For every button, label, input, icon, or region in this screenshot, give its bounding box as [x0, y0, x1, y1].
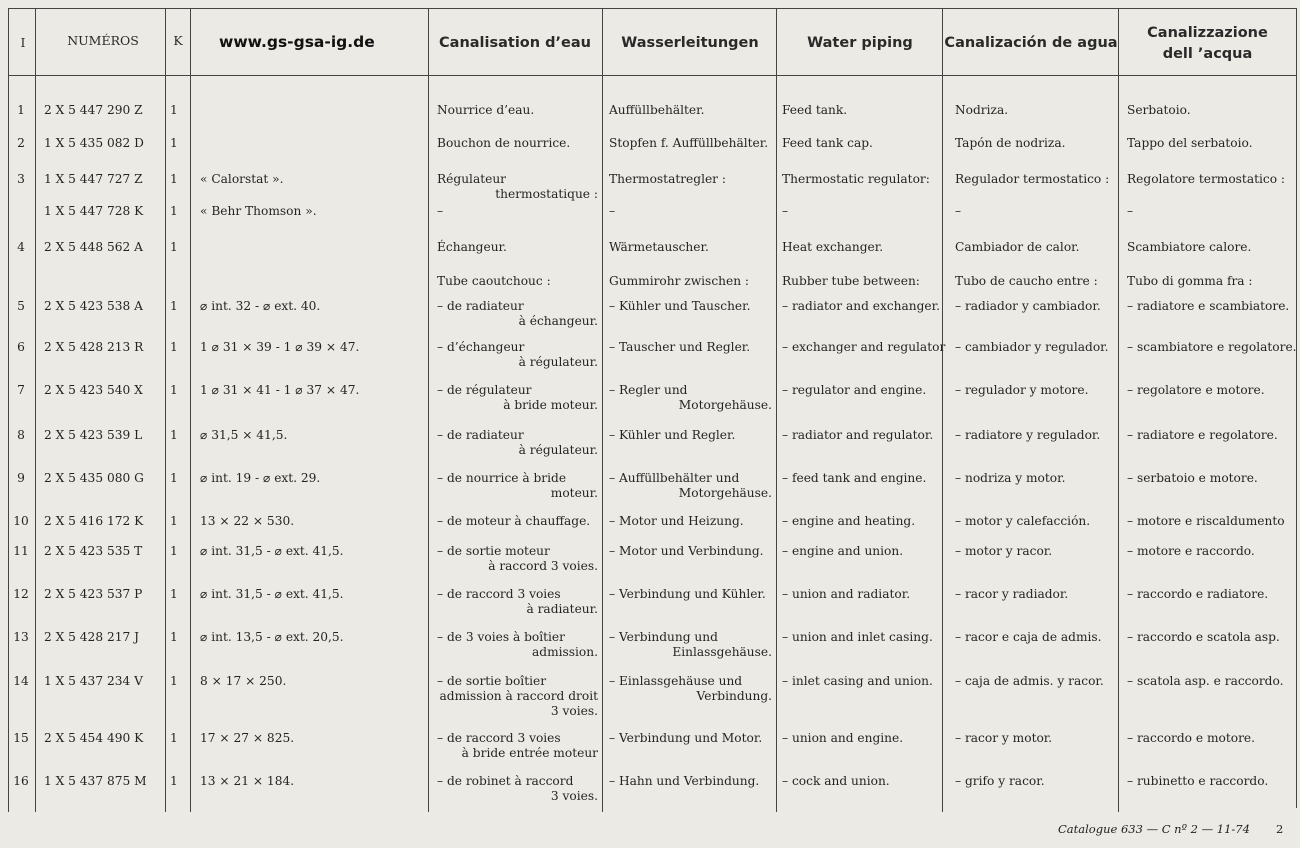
- description-fr: – de radiateur: [437, 299, 524, 313]
- col-header-k: K: [173, 33, 183, 48]
- part-specification: ⌀ int. 32 - ⌀ ext. 40.: [200, 299, 321, 313]
- quantity-k: 1: [170, 471, 178, 485]
- column-rule: [8, 8, 9, 812]
- description-de: – Motor und Heizung.: [609, 514, 744, 528]
- description-es: – regulador y motore.: [955, 383, 1089, 397]
- quantity-k: 1: [170, 383, 178, 397]
- part-number: 2 X 5 423 538 A: [44, 299, 143, 313]
- description-en: – cock and union.: [782, 774, 890, 788]
- column-rule: [165, 8, 166, 812]
- column-rule: [776, 8, 777, 812]
- description-fr: – de moteur à chauffage.: [437, 514, 591, 528]
- part-specification: 1 ⌀ 31 × 39 - 1 ⌀ 39 × 47.: [200, 340, 360, 354]
- description-fr: – d’échangeur: [437, 340, 525, 354]
- description-en: – radiator and exchanger.: [782, 299, 941, 313]
- quantity-k: 1: [170, 731, 178, 745]
- catalogue-reference: Catalogue 633 — C nº 2 — 11-74: [1058, 822, 1250, 836]
- description-fr: à régulateur.: [518, 355, 598, 369]
- part-specification: 8 × 17 × 250.: [200, 674, 287, 688]
- description-en: – engine and union.: [782, 544, 904, 558]
- description-it: Tubo di gomma fra :: [1127, 274, 1253, 288]
- row-rule: [8, 8, 1296, 9]
- column-rule: [190, 8, 191, 812]
- description-de: – Tauscher und Regler.: [609, 340, 751, 354]
- part-number: 1 X 5 437 875 M: [44, 774, 147, 788]
- quantity-k: 1: [170, 299, 178, 313]
- description-fr: – de 3 voies à boîtier: [437, 630, 565, 644]
- description-en: Rubber tube between:: [782, 274, 920, 288]
- description-fr: – de radiateur: [437, 428, 524, 442]
- description-en: – radiator and regulator.: [782, 428, 934, 442]
- col-header-french: Canalisation d’eau: [439, 35, 591, 51]
- description-fr: –: [437, 204, 444, 218]
- row-index: 7: [17, 383, 25, 397]
- description-fr: Tube caoutchouc :: [437, 274, 551, 288]
- row-index: 10: [13, 514, 29, 528]
- col-header-german: Wasserleitungen: [621, 35, 759, 51]
- part-number: 2 X 5 428 213 R: [44, 340, 144, 354]
- quantity-k: 1: [170, 428, 178, 442]
- description-de: Motorgehäuse.: [678, 398, 772, 412]
- quantity-k: 1: [170, 774, 178, 788]
- description-fr: 3 voies.: [550, 704, 598, 718]
- description-es: Nodriza.: [955, 103, 1009, 117]
- part-number: 2 X 5 428 217 J: [44, 630, 139, 644]
- description-de: – Verbindung und Motor.: [609, 731, 763, 745]
- description-es: – cambiador y regulador.: [955, 340, 1109, 354]
- row-index: 16: [13, 774, 29, 788]
- description-es: – racor y radiador.: [955, 587, 1069, 601]
- description-it: Serbatoio.: [1127, 103, 1191, 117]
- description-de: – Verbindung und: [609, 630, 718, 644]
- description-es: – radiador y cambiador.: [955, 299, 1101, 313]
- part-number: 2 X 5 423 537 P: [44, 587, 143, 601]
- row-index: 5: [17, 299, 25, 313]
- part-specification: 17 × 27 × 825.: [200, 731, 295, 745]
- col-header-english: Water piping: [807, 35, 913, 51]
- part-specification: 13 × 22 × 530.: [200, 514, 295, 528]
- row-index: 2: [17, 136, 25, 150]
- column-rule: [942, 8, 943, 812]
- col-header-numbers: NUMÉROS: [67, 33, 139, 48]
- description-es: – caja de admis. y racor.: [955, 674, 1104, 688]
- description-it: – radiatore e scambiatore.: [1127, 299, 1290, 313]
- description-fr: à bride entrée moteur: [461, 746, 598, 760]
- description-fr: à radiateur.: [526, 602, 598, 616]
- row-index: 12: [13, 587, 29, 601]
- description-fr: – de régulateur: [437, 383, 532, 397]
- description-de: Einlassgehäuse.: [672, 645, 772, 659]
- description-fr: à échangeur.: [518, 314, 598, 328]
- description-en: Thermostatic regulator:: [782, 172, 930, 186]
- quantity-k: 1: [170, 544, 178, 558]
- description-es: – racor y motor.: [955, 731, 1053, 745]
- description-es: – grifo y racor.: [955, 774, 1045, 788]
- row-index: 8: [17, 428, 25, 442]
- description-en: – engine and heating.: [782, 514, 916, 528]
- part-number: 2 X 5 423 535 T: [44, 544, 143, 558]
- description-fr: admission à raccord droit: [439, 689, 598, 703]
- part-number: 2 X 5 416 172 K: [44, 514, 144, 528]
- part-number: 1 X 5 437 234 V: [44, 674, 143, 688]
- row-index: 3: [17, 172, 25, 186]
- part-specification: ⌀ int. 13,5 - ⌀ ext. 20,5.: [200, 630, 344, 644]
- description-de: Stopfen f. Auffüllbehälter.: [609, 136, 769, 150]
- description-it: – raccordo e radiatore.: [1127, 587, 1269, 601]
- description-it: – scatola asp. e raccordo.: [1127, 674, 1284, 688]
- part-specification: ⌀ int. 31,5 - ⌀ ext. 41,5.: [200, 587, 344, 601]
- description-it: – regolatore e motore.: [1127, 383, 1265, 397]
- row-index: 13: [13, 630, 29, 644]
- part-number: 1 X 5 447 727 Z: [44, 172, 143, 186]
- description-fr: Échangeur.: [437, 240, 507, 254]
- description-it: – raccordo e scatola asp.: [1127, 630, 1280, 644]
- description-en: – union and radiator.: [782, 587, 911, 601]
- description-en: –: [782, 204, 789, 218]
- description-it: – motore e raccordo.: [1127, 544, 1255, 558]
- description-it: Regolatore termostatico :: [1127, 172, 1286, 186]
- row-rule: [8, 75, 1296, 76]
- description-de: Gummirohr zwischen :: [609, 274, 750, 288]
- description-fr: Régulateur: [437, 172, 506, 186]
- description-de: Wärmetauscher.: [609, 240, 709, 254]
- row-index: 9: [17, 471, 25, 485]
- description-es: Tapón de nodriza.: [955, 136, 1066, 150]
- description-de: Thermostatregler :: [609, 172, 726, 186]
- part-number: 2 X 5 423 540 X: [44, 383, 143, 397]
- description-fr: moteur.: [550, 486, 598, 500]
- part-specification: ⌀ 31,5 × 41,5.: [200, 428, 288, 442]
- description-it: – raccordo e motore.: [1127, 731, 1256, 745]
- description-en: Feed tank cap.: [782, 136, 873, 150]
- column-rule: [428, 8, 429, 812]
- col-header-italian-line2: dell ’acqua: [1162, 46, 1253, 62]
- part-number: 2 X 5 447 290 Z: [44, 103, 143, 117]
- description-es: – motor y racor.: [955, 544, 1053, 558]
- description-de: – Auffüllbehälter und: [609, 471, 740, 485]
- description-es: Tubo de caucho entre :: [955, 274, 1098, 288]
- description-de: Verbindung.: [696, 689, 772, 703]
- row-index: 6: [17, 340, 25, 354]
- row-index: 11: [13, 544, 29, 558]
- description-fr: – de nourrice à bride: [437, 471, 567, 485]
- part-number: 2 X 5 448 562 A: [44, 240, 143, 254]
- description-es: – radiatore y regulador.: [955, 428, 1101, 442]
- row-index: 4: [17, 240, 25, 254]
- column-rule: [1296, 8, 1297, 808]
- page-number: 2: [1276, 822, 1284, 836]
- quantity-k: 1: [170, 204, 178, 218]
- description-de: Motorgehäuse.: [678, 486, 772, 500]
- description-it: – motore e riscaldumento: [1127, 514, 1285, 528]
- description-de: – Verbindung und Kühler.: [609, 587, 766, 601]
- website-watermark: www.gs-gsa-ig.de: [219, 33, 375, 51]
- part-specification: 1 ⌀ 31 × 41 - 1 ⌀ 37 × 47.: [200, 383, 360, 397]
- description-fr: à régulateur.: [518, 443, 598, 457]
- part-specification: ⌀ int. 19 - ⌀ ext. 29.: [200, 471, 321, 485]
- description-en: – exchanger and regulator: [782, 340, 946, 354]
- description-de: – Kühler und Regler.: [609, 428, 736, 442]
- description-it: – serbatoio e motore.: [1127, 471, 1258, 485]
- quantity-k: 1: [170, 514, 178, 528]
- description-it: –: [1127, 204, 1134, 218]
- description-en: Feed tank.: [782, 103, 848, 117]
- description-es: Regulador termostatico :: [955, 172, 1110, 186]
- description-en: – regulator and engine.: [782, 383, 927, 397]
- description-de: – Einlassgehäuse und: [609, 674, 743, 688]
- part-number: 1 X 5 447 728 K: [44, 204, 144, 218]
- part-number: 2 X 5 423 539 L: [44, 428, 143, 442]
- part-specification: « Behr Thomson ».: [200, 204, 317, 218]
- row-index: 1: [17, 103, 25, 117]
- quantity-k: 1: [170, 630, 178, 644]
- description-en: – union and engine.: [782, 731, 904, 745]
- description-es: – motor y calefacción.: [955, 514, 1091, 528]
- row-index: 15: [13, 731, 29, 745]
- description-it: Scambiatore calore.: [1127, 240, 1252, 254]
- col-header-spanish: Canalización de agua: [944, 35, 1118, 51]
- quantity-k: 1: [170, 674, 178, 688]
- column-rule: [1118, 8, 1119, 812]
- quantity-k: 1: [170, 340, 178, 354]
- part-specification: 13 × 21 × 184.: [200, 774, 295, 788]
- description-fr: Nourrice d’eau.: [437, 103, 535, 117]
- row-index: 14: [13, 674, 29, 688]
- description-en: – feed tank and engine.: [782, 471, 927, 485]
- quantity-k: 1: [170, 240, 178, 254]
- description-de: –: [609, 204, 616, 218]
- part-number: 2 X 5 435 080 G: [44, 471, 144, 485]
- part-number: 1 X 5 435 082 D: [44, 136, 144, 150]
- description-de: – Hahn und Verbindung.: [609, 774, 760, 788]
- description-fr: – de sortie moteur: [437, 544, 550, 558]
- description-fr: admission.: [532, 645, 598, 659]
- description-de: Auffüllbehälter.: [609, 103, 705, 117]
- description-es: – racor e caja de admis.: [955, 630, 1102, 644]
- part-number: 2 X 5 454 490 K: [44, 731, 144, 745]
- description-de: – Regler und: [609, 383, 688, 397]
- quantity-k: 1: [170, 136, 178, 150]
- description-fr: Bouchon de nourrice.: [437, 136, 571, 150]
- description-en: Heat exchanger.: [782, 240, 884, 254]
- col-header-italian-line1: Canalizzazione: [1147, 25, 1268, 41]
- description-fr: à raccord 3 voies.: [488, 559, 598, 573]
- description-it: – rubinetto e raccordo.: [1127, 774, 1269, 788]
- description-de: – Motor und Verbindung.: [609, 544, 764, 558]
- description-es: – nodriza y motor.: [955, 471, 1066, 485]
- description-fr: thermostatique :: [495, 187, 598, 201]
- description-fr: 3 voies.: [550, 789, 598, 803]
- description-fr: – de raccord 3 voies: [437, 731, 561, 745]
- part-specification: ⌀ int. 31,5 - ⌀ ext. 41,5.: [200, 544, 344, 558]
- description-en: – inlet casing and union.: [782, 674, 933, 688]
- description-fr: – de raccord 3 voies: [437, 587, 561, 601]
- quantity-k: 1: [170, 587, 178, 601]
- description-es: –: [955, 204, 962, 218]
- description-es: Cambiador de calor.: [955, 240, 1080, 254]
- description-de: – Kühler und Tauscher.: [609, 299, 751, 313]
- quantity-k: 1: [170, 103, 178, 117]
- description-fr: à bride moteur.: [503, 398, 598, 412]
- column-rule: [35, 8, 36, 812]
- description-it: Tappo del serbatoio.: [1127, 136, 1253, 150]
- description-fr: – de robinet à raccord: [437, 774, 574, 788]
- quantity-k: 1: [170, 172, 178, 186]
- description-en: – union and inlet casing.: [782, 630, 933, 644]
- part-specification: « Calorstat ».: [200, 172, 284, 186]
- description-fr: – de sortie boîtier: [437, 674, 547, 688]
- description-it: – radiatore e regolatore.: [1127, 428, 1278, 442]
- column-rule: [602, 8, 603, 812]
- description-it: – scambiatore e regolatore.: [1127, 340, 1297, 354]
- col-header-index: I: [20, 35, 26, 50]
